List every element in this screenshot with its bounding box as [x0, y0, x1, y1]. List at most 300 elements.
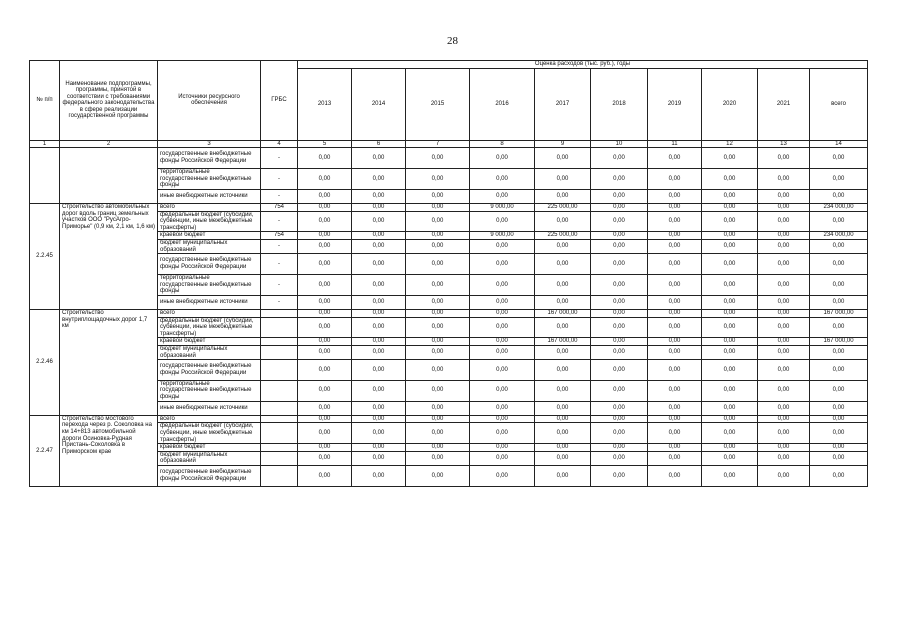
amount-cell: 0,00: [352, 466, 406, 487]
amount-cell: 0,00: [702, 295, 758, 309]
grbs-code: [261, 415, 298, 423]
amount-cell: 0,00: [702, 360, 758, 381]
amount-cell: 0,00: [702, 203, 758, 211]
amount-cell: 0,00: [406, 317, 470, 338]
amount-cell: 0,00: [591, 295, 648, 309]
grbs-code: -: [261, 274, 298, 295]
amount-cell: 0,00: [406, 274, 470, 295]
amount-cell: 0,00: [352, 338, 406, 346]
amount-cell: 0,00: [406, 380, 470, 401]
amount-cell: 0,00: [591, 360, 648, 381]
column-number: 9: [535, 140, 591, 148]
funding-source: всего: [158, 415, 261, 423]
amount-cell: 0,00: [758, 401, 810, 415]
grbs-code: [261, 345, 298, 359]
amount-cell: 0,00: [591, 254, 648, 275]
amount-cell: 0,00: [352, 423, 406, 444]
amount-cell: 0,00: [470, 401, 535, 415]
funding-source: федеральный бюджет (субсидии, субвенции, иные межбюджетные трансферты): [158, 211, 261, 232]
amount-cell: 0,00: [758, 274, 810, 295]
amount-cell: 0,00: [648, 466, 702, 487]
amount-cell: 0,00: [702, 466, 758, 487]
amount-cell: 0,00: [535, 444, 591, 452]
header-estimates: Оценка расходов (тыс. руб.), годы: [298, 61, 868, 69]
amount-cell: 0,00: [758, 203, 810, 211]
amount-cell: 0,00: [470, 309, 535, 317]
amount-cell: 0,00: [758, 415, 810, 423]
table-row: [30, 415, 868, 423]
funding-source: иные внебюджетные источники: [158, 401, 261, 415]
amount-cell: 0,00: [758, 189, 810, 203]
column-number: 8: [470, 140, 535, 148]
amount-cell: 0,00: [352, 345, 406, 359]
amount-cell: 234 000,00: [810, 232, 868, 240]
amount-cell: 0,00: [758, 451, 810, 465]
funding-source: иные внебюджетные источники: [158, 189, 261, 203]
funding-source: территориальные государственные внебюджетные фонды: [158, 168, 261, 189]
amount-cell: 0,00: [702, 309, 758, 317]
grbs-code: 754: [261, 232, 298, 240]
amount-cell: 0,00: [702, 148, 758, 169]
header-grbs: ГРБС: [261, 61, 298, 141]
amount-cell: 0,00: [298, 148, 352, 169]
amount-cell: 0,00: [758, 345, 810, 359]
amount-cell: 0,00: [470, 295, 535, 309]
header-year: 2017: [535, 68, 591, 140]
amount-cell: 0,00: [591, 423, 648, 444]
amount-cell: 0,00: [470, 239, 535, 253]
amount-cell: 0,00: [591, 345, 648, 359]
amount-cell: 0,00: [702, 338, 758, 346]
amount-cell: 0,00: [352, 444, 406, 452]
amount-cell: 0,00: [758, 309, 810, 317]
grbs-code: [261, 444, 298, 452]
funding-source: федеральный бюджет (субсидии, субвенции, иные межбюджетные трансферты): [158, 317, 261, 338]
grbs-code: [261, 380, 298, 401]
amount-cell: 0,00: [810, 254, 868, 275]
grbs-code: -: [261, 254, 298, 275]
amount-cell: 0,00: [470, 211, 535, 232]
amount-cell: 0,00: [810, 295, 868, 309]
column-number: 7: [406, 140, 470, 148]
amount-cell: 0,00: [406, 148, 470, 169]
funding-source: государственные внебюджетные фонды Российской Федерации: [158, 466, 261, 487]
amount-cell: 0,00: [648, 254, 702, 275]
header-source: Источники ресурсного обеспечения: [158, 61, 261, 141]
amount-cell: 0,00: [406, 401, 470, 415]
grbs-code: -: [261, 168, 298, 189]
column-number: 5: [298, 140, 352, 148]
amount-cell: 0,00: [810, 360, 868, 381]
amount-cell: 0,00: [758, 211, 810, 232]
amount-cell: 0,00: [758, 168, 810, 189]
amount-cell: 0,00: [702, 401, 758, 415]
amount-cell: 0,00: [810, 466, 868, 487]
amount-cell: 225 000,00: [535, 232, 591, 240]
amount-cell: 0,00: [810, 168, 868, 189]
amount-cell: 0,00: [758, 466, 810, 487]
amount-cell: 0,00: [648, 203, 702, 211]
amount-cell: 0,00: [406, 360, 470, 381]
funding-source: всего: [158, 309, 261, 317]
amount-cell: 0,00: [702, 451, 758, 465]
amount-cell: 0,00: [470, 380, 535, 401]
funding-source: иные внебюджетные источники: [158, 295, 261, 309]
amount-cell: 0,00: [406, 345, 470, 359]
amount-cell: 0,00: [648, 401, 702, 415]
row-number: 2.2.46: [30, 309, 60, 415]
amount-cell: 0,00: [298, 295, 352, 309]
amount-cell: 0,00: [648, 189, 702, 203]
amount-cell: 0,00: [470, 148, 535, 169]
amount-cell: 0,00: [758, 232, 810, 240]
funding-source: государственные внебюджетные фонды Российской Федерации: [158, 254, 261, 275]
amount-cell: 0,00: [648, 274, 702, 295]
amount-cell: 0,00: [535, 254, 591, 275]
amount-cell: 0,00: [758, 360, 810, 381]
amount-cell: 0,00: [470, 254, 535, 275]
grbs-code: -: [261, 189, 298, 203]
header-subprogram: Наименование подпрограммы, программы, принятой в соответствии с требованиями федерального законодательства в сфере реализации государственной программы: [60, 61, 158, 141]
amount-cell: 0,00: [298, 189, 352, 203]
amount-cell: 0,00: [535, 295, 591, 309]
amount-cell: 0,00: [758, 380, 810, 401]
column-number: 2: [60, 140, 158, 148]
amount-cell: 0,00: [648, 239, 702, 253]
amount-cell: 0,00: [352, 274, 406, 295]
header-year: 2013: [298, 68, 352, 140]
header-year: 2014: [352, 68, 406, 140]
amount-cell: 0,00: [352, 415, 406, 423]
header-year: всего: [810, 68, 868, 140]
row-number: 2.2.45: [30, 203, 60, 309]
amount-cell: 0,00: [470, 466, 535, 487]
amount-cell: 0,00: [470, 338, 535, 346]
amount-cell: 0,00: [702, 189, 758, 203]
amount-cell: 0,00: [535, 317, 591, 338]
funding-source: территориальные государственные внебюджетные фонды: [158, 380, 261, 401]
amount-cell: 0,00: [535, 415, 591, 423]
amount-cell: 0,00: [352, 309, 406, 317]
funding-source: бюджет муниципальных образований: [158, 451, 261, 465]
amount-cell: 0,00: [591, 239, 648, 253]
funding-source: государственные внебюджетные фонды Российской Федерации: [158, 360, 261, 381]
page-number: 28: [447, 35, 458, 47]
amount-cell: 0,00: [535, 239, 591, 253]
amount-cell: 0,00: [535, 148, 591, 169]
amount-cell: 0,00: [702, 317, 758, 338]
amount-cell: 0,00: [470, 423, 535, 444]
grbs-code: [261, 338, 298, 346]
amount-cell: 0,00: [702, 232, 758, 240]
column-number: 1: [30, 140, 60, 148]
amount-cell: 0,00: [591, 415, 648, 423]
amount-cell: 0,00: [298, 423, 352, 444]
amount-cell: 167 000,00: [535, 309, 591, 317]
amount-cell: 167 000,00: [535, 338, 591, 346]
column-number: 14: [810, 140, 868, 148]
amount-cell: 0,00: [648, 380, 702, 401]
amount-cell: 0,00: [535, 211, 591, 232]
amount-cell: 0,00: [298, 309, 352, 317]
amount-cell: 0,00: [648, 345, 702, 359]
amount-cell: 0,00: [352, 232, 406, 240]
amount-cell: 0,00: [648, 451, 702, 465]
amount-cell: 0,00: [758, 295, 810, 309]
amount-cell: 0,00: [535, 345, 591, 359]
amount-cell: 0,00: [702, 274, 758, 295]
column-number: 6: [352, 140, 406, 148]
amount-cell: 0,00: [648, 423, 702, 444]
amount-cell: 0,00: [406, 239, 470, 253]
amount-cell: 0,00: [470, 360, 535, 381]
amount-cell: 0,00: [406, 189, 470, 203]
amount-cell: 0,00: [758, 444, 810, 452]
amount-cell: 0,00: [648, 415, 702, 423]
amount-cell: 0,00: [810, 189, 868, 203]
funding-source: федеральный бюджет (субсидии, субвенции, иные межбюджетные трансферты): [158, 423, 261, 444]
row-number: [30, 148, 60, 204]
amount-cell: 0,00: [535, 189, 591, 203]
amount-cell: 0,00: [810, 415, 868, 423]
amount-cell: 0,00: [810, 444, 868, 452]
grbs-code: [261, 451, 298, 465]
table-row: [30, 309, 868, 317]
grbs-code: [261, 317, 298, 338]
amount-cell: 0,00: [406, 203, 470, 211]
amount-cell: 0,00: [298, 317, 352, 338]
amount-cell: 0,00: [470, 274, 535, 295]
funding-source: бюджет муниципальных образований: [158, 345, 261, 359]
funding-source: всего: [158, 203, 261, 211]
amount-cell: 0,00: [810, 451, 868, 465]
header-row: [30, 61, 868, 69]
grbs-code: -: [261, 295, 298, 309]
amount-cell: 0,00: [648, 309, 702, 317]
amount-cell: 0,00: [298, 338, 352, 346]
grbs-code: [261, 309, 298, 317]
amount-cell: 0,00: [352, 401, 406, 415]
amount-cell: 0,00: [406, 423, 470, 444]
header-year: 2021: [758, 68, 810, 140]
subprogram-name: Строительство внутриплощадочных дорог 1,7 км: [60, 309, 158, 415]
amount-cell: 0,00: [591, 317, 648, 338]
amount-cell: 0,00: [406, 309, 470, 317]
amount-cell: 0,00: [298, 401, 352, 415]
amount-cell: 0,00: [810, 211, 868, 232]
grbs-code: [261, 466, 298, 487]
funding-source: краевой бюджет: [158, 232, 261, 240]
amount-cell: 234 000,00: [810, 203, 868, 211]
grbs-code: -: [261, 211, 298, 232]
amount-cell: 0,00: [591, 168, 648, 189]
budget-table: [29, 60, 868, 487]
amount-cell: 0,00: [352, 239, 406, 253]
header-year: 2019: [648, 68, 702, 140]
amount-cell: 0,00: [591, 380, 648, 401]
amount-cell: 0,00: [352, 168, 406, 189]
grbs-code: [261, 401, 298, 415]
amount-cell: 0,00: [648, 148, 702, 169]
amount-cell: 0,00: [352, 254, 406, 275]
amount-cell: 0,00: [591, 466, 648, 487]
amount-cell: 0,00: [591, 203, 648, 211]
amount-cell: 0,00: [406, 232, 470, 240]
amount-cell: 0,00: [648, 317, 702, 338]
amount-cell: 0,00: [298, 211, 352, 232]
amount-cell: 0,00: [591, 211, 648, 232]
amount-cell: 9 000,00: [470, 203, 535, 211]
amount-cell: 0,00: [591, 444, 648, 452]
amount-cell: 0,00: [648, 168, 702, 189]
header-year: 2016: [470, 68, 535, 140]
amount-cell: 0,00: [298, 232, 352, 240]
amount-cell: 0,00: [648, 360, 702, 381]
amount-cell: 0,00: [298, 203, 352, 211]
amount-cell: 0,00: [591, 338, 648, 346]
amount-cell: 0,00: [352, 451, 406, 465]
header-year: 2020: [702, 68, 758, 140]
amount-cell: 0,00: [702, 168, 758, 189]
column-number: 13: [758, 140, 810, 148]
amount-cell: 0,00: [810, 380, 868, 401]
amount-cell: 0,00: [352, 360, 406, 381]
amount-cell: 0,00: [406, 295, 470, 309]
column-number: 10: [591, 140, 648, 148]
subprogram-name: [60, 148, 158, 204]
amount-cell: 0,00: [470, 168, 535, 189]
header-year: 2015: [406, 68, 470, 140]
amount-cell: 0,00: [758, 148, 810, 169]
column-number: 4: [261, 140, 298, 148]
amount-cell: 225 000,00: [535, 203, 591, 211]
amount-cell: 0,00: [648, 232, 702, 240]
amount-cell: 0,00: [470, 317, 535, 338]
amount-cell: 0,00: [810, 148, 868, 169]
amount-cell: 0,00: [470, 415, 535, 423]
amount-cell: 0,00: [758, 254, 810, 275]
funding-source: бюджет муниципальных образований: [158, 239, 261, 253]
amount-cell: 0,00: [648, 338, 702, 346]
amount-cell: 0,00: [298, 466, 352, 487]
amount-cell: 0,00: [535, 451, 591, 465]
amount-cell: 0,00: [470, 189, 535, 203]
amount-cell: 0,00: [810, 239, 868, 253]
amount-cell: 0,00: [591, 274, 648, 295]
amount-cell: 0,00: [810, 317, 868, 338]
subprogram-name: Строительство автомобильных дорог вдоль границ земельных участков ООО "РусАгро-Приморье" (0,9 км, 2,1 км, 1,6 км): [60, 203, 158, 309]
amount-cell: 0,00: [535, 380, 591, 401]
table-row: [30, 148, 868, 169]
amount-cell: 0,00: [702, 254, 758, 275]
amount-cell: 0,00: [406, 415, 470, 423]
amount-cell: 0,00: [470, 444, 535, 452]
amount-cell: 0,00: [535, 274, 591, 295]
amount-cell: 0,00: [406, 451, 470, 465]
amount-cell: 0,00: [352, 211, 406, 232]
subprogram-name: Строительство мостового перехода через р. Соколовка на км 14+813 автомобильной дороги Осиновка-Рудная Пристань-Соколовка в Приморском крае: [60, 415, 158, 486]
amount-cell: 0,00: [352, 295, 406, 309]
funding-source: краевой бюджет: [158, 444, 261, 452]
amount-cell: 0,00: [298, 415, 352, 423]
amount-cell: 0,00: [648, 444, 702, 452]
amount-cell: 0,00: [535, 423, 591, 444]
amount-cell: 0,00: [298, 345, 352, 359]
amount-cell: 0,00: [535, 401, 591, 415]
grbs-code: -: [261, 148, 298, 169]
amount-cell: 0,00: [406, 211, 470, 232]
amount-cell: 0,00: [591, 451, 648, 465]
amount-cell: 0,00: [298, 451, 352, 465]
amount-cell: 0,00: [591, 148, 648, 169]
amount-cell: 0,00: [758, 338, 810, 346]
amount-cell: 0,00: [702, 380, 758, 401]
amount-cell: 9 000,00: [470, 232, 535, 240]
amount-cell: 0,00: [406, 338, 470, 346]
funding-source: краевой бюджет: [158, 338, 261, 346]
amount-cell: 0,00: [702, 239, 758, 253]
amount-cell: 0,00: [810, 423, 868, 444]
grbs-code: [261, 360, 298, 381]
amount-cell: 0,00: [352, 148, 406, 169]
amount-cell: 167 000,00: [810, 338, 868, 346]
amount-cell: 0,00: [535, 466, 591, 487]
amount-cell: 0,00: [298, 168, 352, 189]
amount-cell: 0,00: [406, 168, 470, 189]
amount-cell: 0,00: [591, 309, 648, 317]
amount-cell: 0,00: [535, 168, 591, 189]
amount-cell: 0,00: [758, 423, 810, 444]
amount-cell: 0,00: [702, 211, 758, 232]
amount-cell: 0,00: [470, 345, 535, 359]
funding-source: государственные внебюджетные фонды Российской Федерации: [158, 148, 261, 169]
amount-cell: 0,00: [406, 254, 470, 275]
amount-cell: 0,00: [298, 239, 352, 253]
grbs-code: -: [261, 239, 298, 253]
grbs-code: [261, 423, 298, 444]
header-num: № п/п: [30, 61, 60, 141]
header-year: 2018: [591, 68, 648, 140]
amount-cell: 0,00: [591, 189, 648, 203]
amount-cell: 0,00: [352, 203, 406, 211]
amount-cell: 0,00: [535, 360, 591, 381]
amount-cell: 0,00: [298, 254, 352, 275]
amount-cell: 0,00: [591, 232, 648, 240]
column-numbers-row: [30, 140, 868, 148]
amount-cell: 0,00: [648, 211, 702, 232]
amount-cell: 167 000,00: [810, 309, 868, 317]
row-number: 2.2.47: [30, 415, 60, 486]
amount-cell: 0,00: [470, 451, 535, 465]
amount-cell: 0,00: [810, 274, 868, 295]
amount-cell: 0,00: [758, 317, 810, 338]
amount-cell: 0,00: [352, 189, 406, 203]
grbs-code: 754: [261, 203, 298, 211]
column-number: 11: [648, 140, 702, 148]
amount-cell: 0,00: [648, 295, 702, 309]
amount-cell: 0,00: [298, 444, 352, 452]
column-number: 12: [702, 140, 758, 148]
amount-cell: 0,00: [702, 423, 758, 444]
amount-cell: 0,00: [810, 401, 868, 415]
amount-cell: 0,00: [758, 239, 810, 253]
column-number: 3: [158, 140, 261, 148]
amount-cell: 0,00: [298, 380, 352, 401]
amount-cell: 0,00: [591, 401, 648, 415]
amount-cell: 0,00: [406, 466, 470, 487]
amount-cell: 0,00: [298, 360, 352, 381]
amount-cell: 0,00: [406, 444, 470, 452]
